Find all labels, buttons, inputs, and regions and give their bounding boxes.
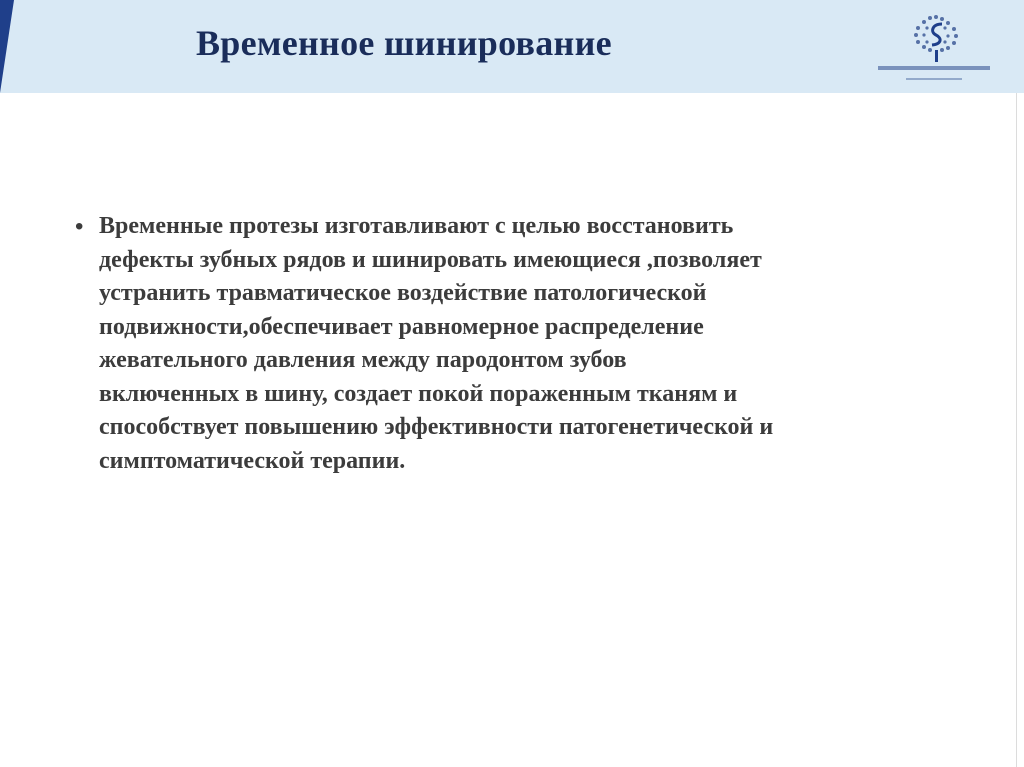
university-logo xyxy=(872,8,996,88)
right-edge-line xyxy=(1016,93,1017,767)
bullet-dot-icon: • xyxy=(75,213,84,240)
corner-stripe xyxy=(0,0,14,93)
university-tree-logo-icon xyxy=(872,8,996,64)
bullet-line: жевательного давления между пародонтом зубов xyxy=(99,347,627,373)
bullet-line: Временные протезы изготавливают с целью восстановить xyxy=(99,213,734,239)
logo-caption-wordmark xyxy=(872,63,996,73)
logo-subcaption-wordmark xyxy=(872,75,996,83)
bullet-line: дефекты зубных рядов и шинировать имеющиеся ,позволяет xyxy=(99,246,762,273)
bullet-item xyxy=(75,210,945,478)
bullet-line: включенных в шину, создает покой пораженным тканям и xyxy=(99,380,738,407)
slide-body xyxy=(75,210,945,478)
bullet-line: способствует повышению эффективности патогенетической и xyxy=(99,414,774,440)
bullet-line: симптоматической терапии. xyxy=(99,447,406,474)
bullet-line: подвижности,обеспечивает равномерное распределение xyxy=(99,313,704,340)
slide-title: Временное шинирование xyxy=(196,23,612,63)
bullet-line: устранить травматическое воздействие патологической xyxy=(99,280,707,306)
